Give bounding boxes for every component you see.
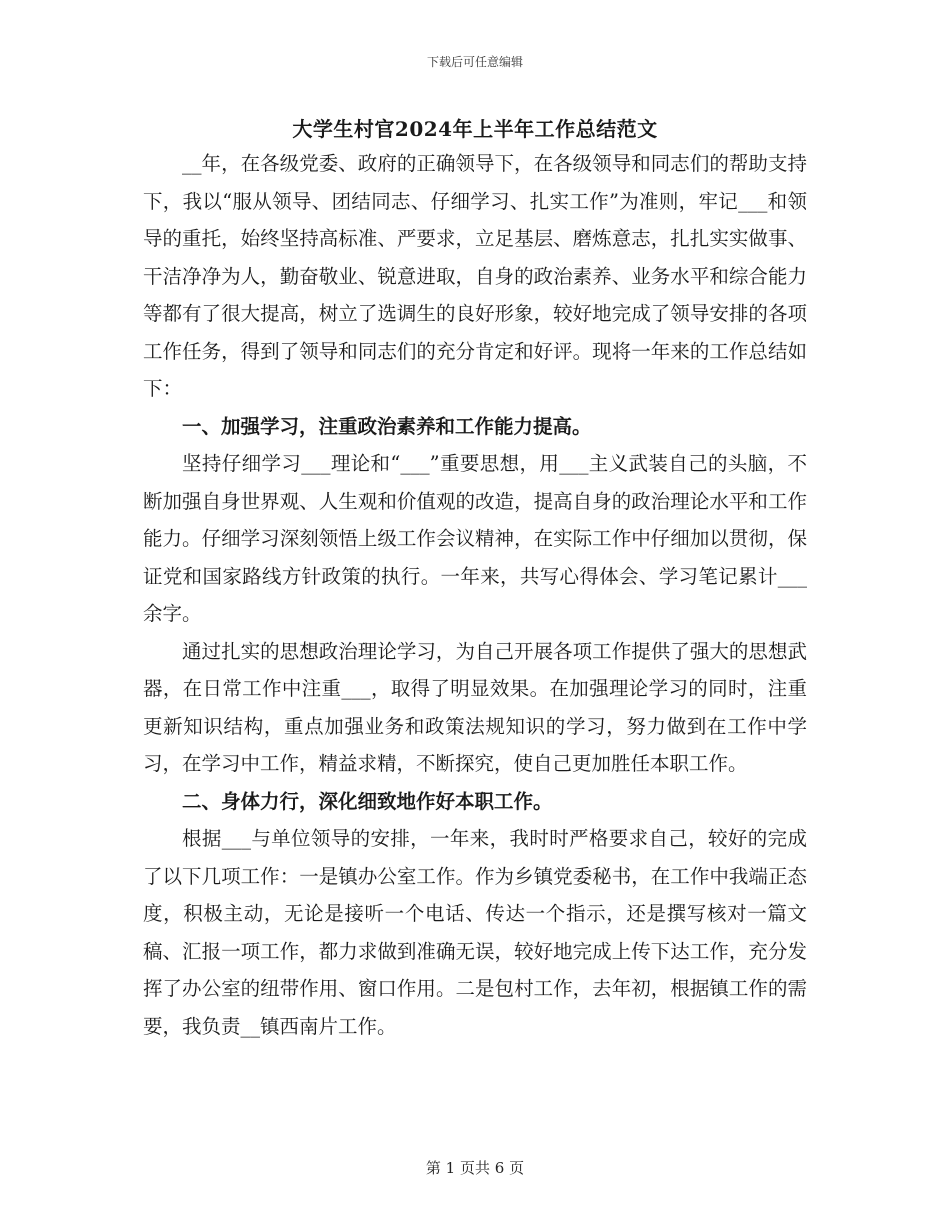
paragraph-intro: __年，在各级党委、政府的正确领导下，在各级领导和同志们的帮助支持下，我以“服从领导、团结同志、仔细学习、扎实工作”为准则，牢记___和领导的重托，始终坚持高标准、严要求，立足基层、磨炼意志，扎扎实实做事、干洁净净为人，勤奋敬业、锐意进取，自身的政治素养、业务水平和综合能力等都有了很大提高，树立了选调生的良好形象，较好地完成了领导安排的各项工作任务，得到了领导和同志们的充分肯定和好评。现将一年来的工作总结如下：: [143, 152, 807, 400]
page-number: 第 1 页共 6 页: [425, 1159, 525, 1177]
header-note: 下载后可任意编辑: [426, 55, 523, 69]
section-heading-1: 一、加强学习，注重政治素养和工作能力提高。: [182, 414, 592, 438]
document-title: 大学生村官2024年上半年工作总结范文: [292, 117, 658, 141]
paragraph: 通过扎实的思想政治理论学习，为自己开展各项工作提供了强大的思想武器，在日常工作中注重___，取得了明显效果。在加强理论学习的同时，注重更新知识结构，重点加强业务和政策法规知识的学习，努力做到在工作中学习，在学习中工作，精益求精，不断探究，使自己更加胜任本职工作。: [143, 639, 807, 775]
paragraph: 坚持仔细学习___理论和“___”重要思想，用___主义武装自己的头脑，不断加强自身世界观、人生观和价值观的改造，提高自身的政治理论水平和工作能力。仔细学习深刻领悟上级工作会议精神，在实际工作中仔细加以贯彻，保证党和国家路线方针政策的执行。一年来，共写心得体会、学习笔记累计___余字。: [143, 452, 807, 625]
paragraph: 根据___与单位领导的安排，一年来，我时时严格要求自己，较好的完成了以下几项工作：一是镇办公室工作。作为乡镇党委秘书，在工作中我端正态度，积极主动，无论是接听一个电话、传达一个指示，还是撰写核对一篇文稿、汇报一项工作，都力求做到准确无误，较好地完成上传下达工作，充分发挥了办公室的纽带作用、窗口作用。二是包村工作，去年初，根据镇工作的需要，我负责__镇西南片工作。: [143, 827, 807, 1038]
section-heading-2: 二、身体力行，深化细致地作好本职工作。: [182, 789, 553, 813]
document-body: [143, 145, 807, 1045]
